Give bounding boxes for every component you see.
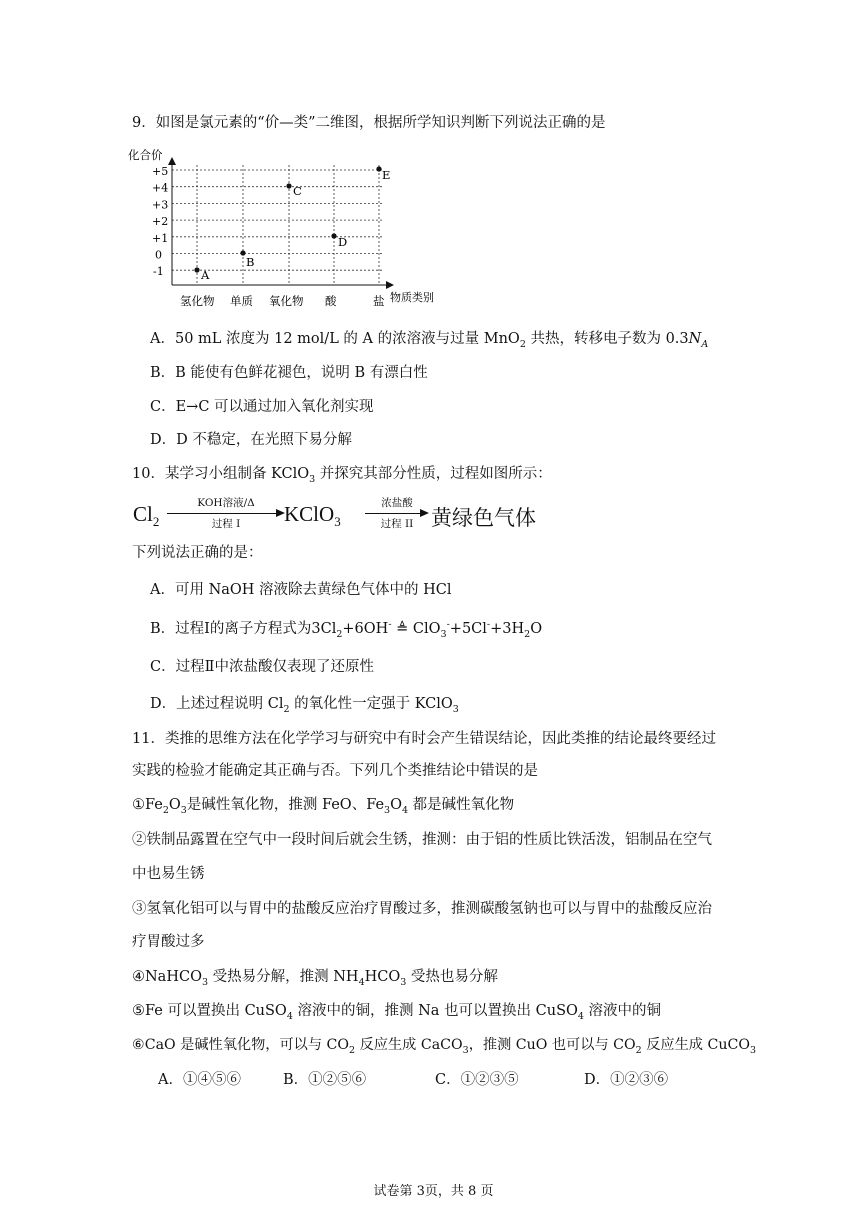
q11-item-2-line1: ②铁制品露置在空气中一段时间后就会生锈，推测：由于铝的性质比铁活泼，铝制品在空气 bbox=[132, 832, 712, 848]
point-d bbox=[331, 233, 336, 238]
y-tick: +1 bbox=[152, 231, 169, 245]
point-label-d: D bbox=[338, 235, 348, 249]
arrow-2-condition: 浓盐酸 bbox=[381, 497, 413, 509]
q10-stem: 10．某学习小组制备 KClO$_3$ 并探究其部分性质，过程如图所示： bbox=[132, 466, 552, 485]
flow-start: $Cl_2$ bbox=[133, 502, 160, 530]
q10-option-a: A．可用 NaOH 溶液除去黄绿色气体中的 HCl bbox=[150, 582, 452, 598]
q9-option-b: B．B 能使有色鲜花褪色，说明 B 有漂白性 bbox=[150, 365, 428, 381]
y-tick: +2 bbox=[152, 215, 169, 229]
x-tick: 氢化物 bbox=[180, 294, 215, 308]
y-tick: +3 bbox=[152, 198, 169, 212]
chart-grid bbox=[172, 165, 384, 285]
q11-item-3-line1: ③氢氧化铝可以与胃中的盐酸反应治疗胃酸过多，推测碳酸氢钠也可以与胃中的盐酸反应治 bbox=[132, 901, 712, 917]
arrow-1-step: 过程 I bbox=[211, 518, 241, 530]
q10-prompt: 下列说法正确的是： bbox=[132, 545, 263, 561]
q11-item-1: $①Fe_2O_3$是碱性氧化物，推测 FeO、$Fe_3O_4$ 都是碱性氧化物 bbox=[132, 797, 515, 816]
q9-option-a: A．50 mL 浓度为 12 mol/L 的 A 的浓溶液与过量 MnO$_2$ 共热，转移电子数为 $0.3N_A$ bbox=[150, 331, 709, 350]
q10-option-b: B．过程Ⅰ的离子方程式为$3Cl_2+6OH^-$ ≜ $ClO_3^-+5Cl^-+3H_2O$ bbox=[150, 619, 543, 640]
q9-option-d: D．D 不稳定，在光照下易分解 bbox=[150, 432, 352, 448]
x-axis-label: 物质类别 bbox=[390, 291, 434, 304]
q10-option-d: D．上述过程说明 $Cl_2$ 的氧化性一定强于 KClO$_3$ bbox=[150, 696, 459, 715]
arrow-2-step: 过程 II bbox=[380, 518, 414, 530]
point-label-b: B bbox=[246, 255, 255, 269]
point-c bbox=[286, 183, 291, 188]
flow-arrow-1 bbox=[167, 497, 285, 531]
q11-option-b: B．①②⑤⑥ bbox=[283, 1072, 367, 1088]
q10-option-c: C．过程Ⅱ中浓盐酸仅表现了还原性 bbox=[150, 659, 374, 675]
q9-option-c: C．E→C 可以通过加入氧化剂实现 bbox=[150, 399, 374, 415]
flow-end: 黄绿色气体 bbox=[431, 506, 536, 530]
q11-item-4: ④NaHCO$_3$ 受热易分解，推测 $NH_4HCO_3$ 受热也易分解 bbox=[132, 969, 498, 988]
x-tick: 酸 bbox=[325, 294, 337, 308]
point-label-e: E bbox=[382, 168, 391, 182]
y-tick: +5 bbox=[152, 165, 169, 178]
reaction-flow bbox=[133, 497, 593, 537]
q9-stem: 9．如图是氯元素的“价—类”二维图，根据所学知识判断下列说法正确的是 bbox=[132, 115, 606, 131]
arrow-1-condition: KOH溶液/Δ bbox=[197, 497, 255, 509]
q11-option-d: D．①②③⑥ bbox=[584, 1072, 669, 1088]
y-tick: 0 bbox=[155, 248, 162, 262]
q11-option-a: A．①④⑤⑥ bbox=[158, 1072, 241, 1088]
q11-options bbox=[0, 1068, 867, 1090]
q11-stem-line2: 实践的检验才能确定其正确与否。下列几个类推结论中错误的是 bbox=[132, 763, 538, 779]
arrow-right-icon bbox=[365, 513, 429, 515]
y-axis-label: 化合价 bbox=[128, 148, 163, 162]
q11-item-3-line2: 疗胃酸过多 bbox=[132, 934, 205, 950]
point-label-c: C bbox=[293, 184, 302, 198]
arrow-right-icon bbox=[167, 513, 285, 515]
point-e bbox=[376, 166, 381, 171]
point-label-a: A bbox=[201, 268, 210, 282]
point-b bbox=[240, 250, 245, 255]
q11-item-6: ⑥CaO 是碱性氧化物，可以与 $CO_2$ 反应生成 CaCO$_3$，推测 CuO 也可以与 $CO_2$ 反应生成 CuCO$_3$ bbox=[132, 1037, 757, 1056]
x-tick: 盐 bbox=[373, 294, 385, 308]
x-ticks bbox=[180, 294, 385, 308]
y-tick: -1 bbox=[153, 265, 164, 279]
q11-stem-line1: 11．类推的思维方法在化学学习与研究中有时会产生错误结论，因此类推的结论最终要经过 bbox=[132, 731, 716, 747]
q11-item-2-line2: 中也易生锈 bbox=[132, 866, 205, 882]
page-footer: 试卷第 3页，共 8 页 bbox=[373, 1184, 494, 1199]
q11-option-c: C．①②③⑤ bbox=[435, 1072, 519, 1088]
y-tick: +4 bbox=[152, 181, 169, 195]
q11-item-5: ⑤Fe 可以置换出 CuSO$_4$ 溶液中的铜，推测 Na 也可以置换出 CuSO$_4$ 溶液中的铜 bbox=[132, 1003, 662, 1022]
flow-mid: KClO$_3$ bbox=[284, 502, 341, 530]
y-ticks bbox=[152, 165, 168, 278]
x-tick: 氧化物 bbox=[269, 294, 304, 308]
flow-arrow-2 bbox=[365, 497, 429, 531]
point-a bbox=[194, 267, 199, 272]
x-tick: 单质 bbox=[230, 294, 253, 308]
valence-class-chart bbox=[128, 145, 448, 310]
